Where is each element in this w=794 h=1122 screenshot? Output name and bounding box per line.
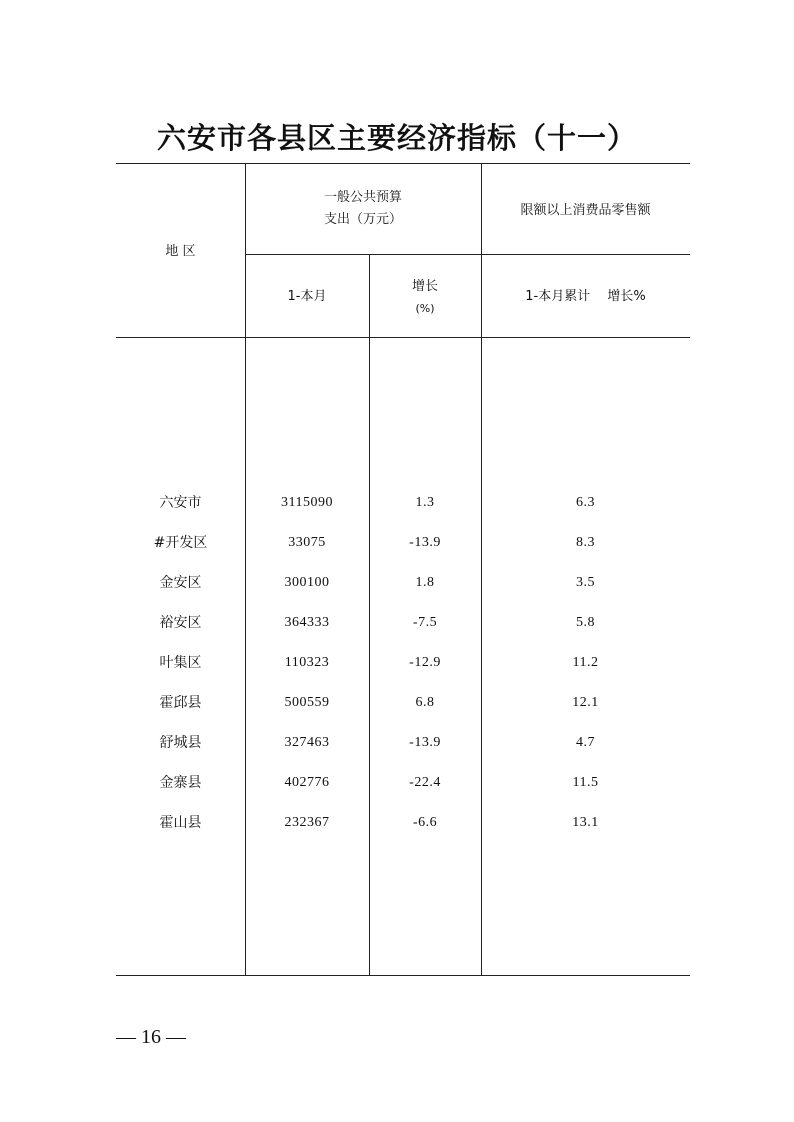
header-region: 地 区 [165,244,196,259]
row-retail-growth: 4.7 [576,735,595,750]
header-period: 1-本月 [287,289,327,304]
header-retail: 限额以上消费品零售额 [520,203,651,218]
row-budget: 3115090 [281,495,333,510]
row-region: #开发区 [153,535,208,551]
table-bottom-rule [116,975,690,976]
page-number: — 16 — [116,1026,186,1048]
row-region: 金安区 [159,575,202,591]
row-growth: 6.8 [415,695,435,710]
column-divider-1 [245,163,246,976]
column-divider-3 [481,163,482,976]
row-budget: 33075 [288,535,326,550]
row-retail-growth: 11.2 [572,655,599,670]
header-budget-line1: 一般公共预算 [323,190,402,205]
row-budget: 300100 [284,575,330,590]
row-retail-growth: 6.3 [576,495,595,510]
header-budget [245,187,481,231]
row-growth: -13.9 [409,735,441,750]
table-top-rule [116,163,690,164]
row-region: 舒城县 [159,735,202,751]
row-budget: 500559 [284,695,330,710]
row-region: 叶集区 [159,655,202,671]
header-retail-sub: 1-本月累计 增长% [525,289,646,304]
row-retail-growth: 12.1 [572,695,599,710]
row-growth: -12.9 [409,655,441,670]
page-title: 六安市各县区主要经济指标（十一） [156,121,637,155]
row-retail-growth: 3.5 [576,575,595,590]
row-region: 六安市 [159,495,202,511]
row-growth: -22.4 [409,775,441,790]
row-region: 霍邱县 [159,695,202,711]
row-region: 金寨县 [159,775,202,791]
row-retail-growth: 11.5 [572,775,599,790]
row-budget: 110323 [284,655,330,670]
row-growth: -7.5 [412,615,438,630]
row-retail-growth: 8.3 [576,535,595,550]
row-budget: 402776 [284,775,330,790]
row-growth: 1.3 [415,495,435,510]
header-growth-line1: 增长 [411,279,438,294]
row-budget: 327463 [284,735,330,750]
header-budget-line2: 支出（万元） [323,212,402,227]
row-growth: 1.8 [415,575,435,590]
header-growth [369,276,481,320]
header-bottom-rule [116,337,690,338]
row-growth: -6.6 [412,815,438,830]
row-region: 裕安区 [159,615,202,631]
row-retail-growth: 13.1 [572,815,599,830]
header-mid-rule [245,254,690,255]
row-growth: -13.9 [409,535,441,550]
header-growth-line2: (%) [415,302,435,315]
row-budget: 364333 [284,615,330,630]
row-region: 霍山县 [159,815,202,831]
row-retail-growth: 5.8 [576,615,595,630]
row-budget: 232367 [284,815,330,830]
